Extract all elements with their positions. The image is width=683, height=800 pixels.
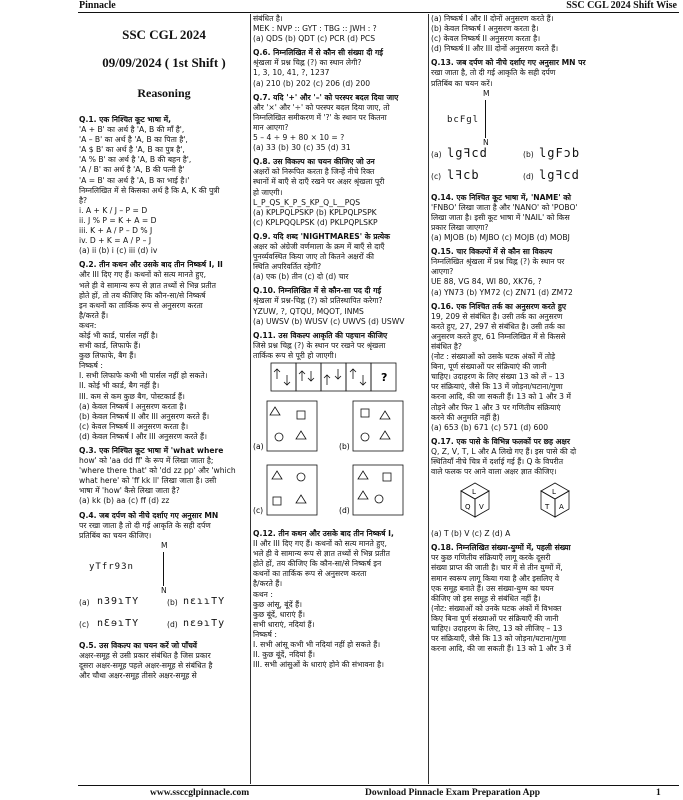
question-text-line: निम्नलिखित समीकरण में '?' के स्थान पर कितना <box>253 112 387 122</box>
question-text-line: I. सभी लिफाफे कभी भी पार्सल नहीं हो सकते। <box>79 371 208 381</box>
question-5 <box>79 641 249 681</box>
question-text-line: अक्षर-समूह से उसी प्रकार संबंधित है जिस प्रकार <box>79 650 211 660</box>
question-text-line: प्रतिबिंब का चयन करें। <box>431 78 493 88</box>
question-text-line: स्थितियाँ नीचे चित्र में दर्शाई गई हैं। Q के विपरीत <box>431 457 564 466</box>
question-text-line: होते हों, तो तय कीजिए कि कौन-सा/से निष्कर्ष <box>79 290 206 300</box>
q13-mirror-label-m: M <box>483 88 490 98</box>
question-2 <box>79 260 249 442</box>
question-text-line: 'A = B' का अर्थ है 'A, B का भाई है।' <box>79 175 190 185</box>
answer-option-line[interactable]: (a) निष्कर्ष I और II दोनों अनुसरण करते हैं। <box>431 14 554 23</box>
question-text-line: Q.8. उस विकल्प का चयन कीजिए जो उन <box>253 157 375 167</box>
q11-option-b-triangle-icon <box>380 411 390 419</box>
column-2 <box>250 14 426 784</box>
question-text-line: Q.16. एक निश्चित तर्क का अनुसरण करते हुए <box>431 301 567 311</box>
q11-option-c-triangle-icon <box>272 471 282 479</box>
question-text-line: कथन: <box>79 320 97 330</box>
header-series: SSC CGL 2024 Shift Wise <box>566 0 677 11</box>
column-3 <box>428 14 682 784</box>
question-text-line: 19, 209 से संबंधित है। उसी तर्क का अनुसरण <box>431 311 563 321</box>
q11-option-c-circle-icon <box>297 473 305 481</box>
question-text-line: संबंधित है? <box>431 341 462 351</box>
mirror-line <box>163 552 164 586</box>
q11-series-box-1 <box>271 363 296 391</box>
question-text-line: कथन : <box>253 589 273 599</box>
question-text-line: UE 88, VG 84, WI 80, XK76, ? <box>431 277 542 287</box>
q4-option-c-label: (c) <box>79 619 90 629</box>
section-heading: Reasoning <box>137 86 191 100</box>
q4-mirror-figure <box>79 541 249 597</box>
question-text-line: Q.14. एक निश्चित कूट भाषा में, 'NAME' को <box>431 192 572 202</box>
question-text-line: भले ही वे सामान्य रूप से ज्ञात तथ्यों से भिन्न प्रतीत <box>79 280 216 290</box>
answer-option-line[interactable]: (a) UWSV (b) WUSV (c) UWVS (d) USWV <box>253 316 405 326</box>
question-text-line: I. सभी आंसू कभी भी नदियां नहीं हो सकते हैं। <box>253 640 381 650</box>
exam-title: SSC CGL 2024 <box>122 27 206 42</box>
q17-options[interactable]: (a) T (b) V (c) Z (d) A <box>431 529 511 539</box>
q11-option-a-label: (a) <box>253 442 264 451</box>
question-text-line: 'where there that' को 'dd zz pp' और 'which <box>79 466 236 476</box>
question-text-line: Q.18. निम्नलिखित संख्या-युग्मों में, पहली संख्या <box>431 543 571 553</box>
question-text-line: और चौथा अक्षर-समूह तीसरे अक्षर-समूह से <box>79 671 197 681</box>
question-14 <box>431 193 682 243</box>
question-text-line: निष्कर्ष : <box>253 629 277 639</box>
question-text-line: श्रृंखला में प्रश्न चिह्न (?) का स्थान लेगी? <box>253 58 362 68</box>
q13-mirror-text: bcFgl <box>447 114 480 125</box>
question-text-line: Q.17. एक पासे के विभिन्न फलकों पर छह अक्षर <box>431 436 570 446</box>
question-text-line: तोड़ने और फिर 1 और 3 पर गणितीय संक्रियाएं <box>431 402 561 412</box>
question-text-line: Q.4. जब दर्पण को नीचे दर्शाए गए अनुसार MN <box>79 510 219 520</box>
column-1 <box>79 14 249 784</box>
question-text-line: 'A / B' का अर्थ है 'A, B की पत्नी है' <box>79 165 185 175</box>
question-text-line: पर संक्रियाएँ, जैसे कि 13 को जोड़ना/घटाना/गुणा <box>431 634 567 644</box>
question-8 <box>253 157 426 228</box>
question-15 <box>431 247 682 297</box>
question-text-line: इन कथनों का तार्किक रूप से अनुसरण करता <box>79 300 203 310</box>
answer-option-line[interactable]: (a) एक (b) तीन (c) दो (d) चार <box>253 272 349 282</box>
q11-option-c-square-icon <box>273 497 281 505</box>
question-text-line: वाले फलक पर आने वाला अक्षर ज्ञात कीजिए। <box>431 467 557 477</box>
question-12-options <box>431 14 682 54</box>
mirror-text: yTfr93n <box>89 561 134 572</box>
question-1 <box>79 115 249 256</box>
question-text-line: Q.1. एक निश्चित कूट भाषा में, <box>79 115 172 124</box>
page-header <box>0 0 683 12</box>
q11-option-a-triangle2-icon <box>296 431 306 439</box>
question-7 <box>253 93 426 154</box>
q11-series-box-2 <box>296 363 321 391</box>
question-4 <box>79 511 249 541</box>
answer-option-line[interactable]: (a) केवल निष्कर्ष I अनुसरण करता है। <box>79 401 187 411</box>
question-text-line: प्रकार लिखा जाएगा? <box>431 222 489 232</box>
question-text-line: II. कोई भी कार्ड, बैग नहीं है। <box>79 381 160 391</box>
q17-cube1-left: Q <box>465 503 471 512</box>
question-17 <box>431 437 682 477</box>
question-text-line: सभी धाराएं, नदियां हैं। <box>253 619 315 629</box>
question-text-line: स्थिति अपरिवर्तित रहेगी? <box>253 262 322 272</box>
q11-figure <box>253 361 426 529</box>
q17-cube1-top: L <box>472 488 476 497</box>
q11-arrows-3 <box>324 369 341 385</box>
question-text-line: संबंधित है। <box>253 14 283 23</box>
question-text-line: III. कम से कम कुछ बैग, पोस्टकार्ड हैं। <box>79 391 185 401</box>
question-text-line: III. सभी आंसुओं के धाराएं होने की संभावना है। <box>253 660 385 670</box>
question-text-line: भाषा में 'how' कैसे लिखा जाता है? <box>79 486 180 496</box>
mirror-label-n: N <box>161 585 167 595</box>
question-text-line: आएगा? <box>431 267 454 277</box>
question-18 <box>431 543 682 654</box>
footer-app-promo: Download Pinnacle Exam Preparation App <box>365 788 541 798</box>
question-text-line: और III दिए गए हैं। कथनों को सत्य मानते हुए, <box>79 270 206 280</box>
question-text-line: करना आदि, की जा सकती हैं। 13 को 1 और 3 में <box>431 392 571 402</box>
q11-option-c-box[interactable] <box>267 465 317 515</box>
q11-arrows-1 <box>274 369 290 385</box>
q13-option-a-label: (a) <box>431 149 442 159</box>
header-brand: Pinnacle <box>79 0 116 11</box>
question-text-line: what here' को 'ff kk ll' लिखा जाता है। उसी <box>79 476 217 486</box>
q13-option-c[interactable]: lꟻcb <box>447 167 480 182</box>
question-text-line: Q.10. निम्नलिखित में से कौन-सा पद दी गई <box>253 286 382 296</box>
q11-problem-series <box>271 363 396 391</box>
q4-options-row-1 <box>79 597 249 619</box>
question-text-line: लिखा जाता है। इसी कूट भाषा में 'NAIL' को किस <box>431 212 570 222</box>
question-text-line: चाहिए। उदाहरण के लिए, 13 को लीजिए – 13 <box>431 624 563 634</box>
question-text-line: कथनों का तार्किक रूप से अनुसरण करता <box>253 569 367 579</box>
question-text-line: और '×' और '÷' को परस्पर बदल दिया जाए, तो <box>253 102 390 112</box>
answer-option-line[interactable]: (d) निष्कर्ष II और III दोनों अनुसरण करते हैं। <box>431 44 559 54</box>
question-text-line: 5 – 4 ÷ 9 + 80 × 10 = ? <box>253 133 345 143</box>
question-text-line: है/करते हैं। <box>79 310 109 320</box>
question-text-line: 'FNBO' लिखा जाता है और 'NANO' को 'POBO' <box>431 202 578 212</box>
question-text-line: iv. D + K = A / P – J <box>79 236 152 246</box>
question-text-line: है/करते हैं। <box>253 579 283 589</box>
exam-date-shift: 09/09/2024 ( 1st Shift ) <box>102 55 226 70</box>
question-text-line: MEK : NVP :: GYT : TBG :: JWH : ? <box>253 24 377 34</box>
q4-option-b-label: (b) <box>167 597 178 607</box>
q11-option-d-label: (d) <box>339 506 350 515</box>
question-9 <box>253 232 426 282</box>
q13-option-d[interactable]: lgꟻcd <box>539 167 580 182</box>
q4-option-a-label: (a) <box>79 597 90 607</box>
question-text-line: Q.7. यदि '+' और '–' को परस्पर बदल दिया जाए <box>253 92 399 102</box>
question-6 <box>253 48 426 88</box>
question-text-line: 1, 3, 10, 41, ?, 1237 <box>253 68 330 78</box>
q11-option-d-triangle-icon <box>358 471 368 479</box>
q13-option-b-label: (b) <box>523 149 534 159</box>
q11-option-d-square-icon <box>383 473 391 481</box>
question-text-line: कुछ आंसू, बूंदें हैं। <box>253 599 302 609</box>
question-text-line: करना आदि, की जा सकती हैं। 13 को 1 और 3 में <box>431 644 571 654</box>
q11-option-d-box[interactable] <box>353 465 403 515</box>
question-text-line: Q.13. जब दर्पण को नीचे दर्शाए गए अनुसार MN पर <box>431 58 586 68</box>
question-text-line: अक्षरों को निरूपित करता है जिन्हें नीचे रिक्त <box>253 167 375 177</box>
q13-option-d-label: (d) <box>523 171 534 181</box>
question-11 <box>253 331 426 361</box>
question-text-line: निष्कर्ष : <box>79 361 103 371</box>
q11-option-c-label: (c) <box>253 506 264 515</box>
q13-options-row-2 <box>431 167 682 193</box>
answer-option-line[interactable]: (b) केवल निष्कर्ष I अनुसरण करता है। <box>431 24 539 34</box>
answer-option-line[interactable]: (a) KPLPQLPSKP (b) KPLPQLPSPK <box>253 207 377 217</box>
question-text-line: बिना, पूर्ण संख्याओं पर संक्रियाएं की जानी <box>431 362 547 372</box>
question-text-line: दूसरा अक्षर-समूह पहले अक्षर-समूह से संबंधित है <box>79 661 213 671</box>
question-text-line: पुनर्व्यवस्थित किया जाए तो कितने अक्षरों की <box>253 252 374 262</box>
question-text-line: निम्नलिखित श्रृंखला में प्रश्न चिह्न (?) के स्थान पर <box>431 257 565 267</box>
q17-cube2-left: T <box>545 503 550 512</box>
q13-option-b[interactable]: lgFɔb <box>539 145 581 160</box>
question-text-line: iii. K + A / P – D % J <box>79 226 153 236</box>
question-text-line: L_P_QS_K_P_S_KP_Q_L__PQS <box>253 197 361 207</box>
q11-arrows-4 <box>350 369 366 385</box>
question-12 <box>253 529 426 670</box>
q4-option-c[interactable]: nƐɘɿTY <box>97 617 140 629</box>
question-text-line: अनुसरण करते हुए, 61 निम्नलिखित में से किससे <box>431 331 566 341</box>
question-text-line: चाहिए। उदाहरण के लिए संख्या 13 को लें – 13 <box>431 372 565 382</box>
page-number: 1 <box>656 788 661 798</box>
answer-option-line[interactable]: (b) केवल निष्कर्ष II और III अनुसरण करते हैं। <box>79 411 210 421</box>
question-text-line: एक समूह बनाते हैं। उस संख्या-युग्म का चयन <box>431 583 554 593</box>
question-text-line: पर कुछ गणितीय संक्रियाएँ लागू करके दूसरी <box>431 553 551 563</box>
question-text-line: मान आएगा? <box>253 122 289 132</box>
q4-option-b[interactable]: nɛɿɿTY <box>183 595 226 607</box>
page-footer <box>0 786 683 800</box>
question-text-line: स्थानों में बाएँ से दाएँ रखने पर अक्षर श्रृंखला पूरी <box>253 177 385 187</box>
q11-option-a-circle-icon <box>275 433 283 441</box>
q17-dice-figure <box>431 477 682 529</box>
q11-arrows-2 <box>299 371 314 381</box>
question-text-line: होते हों, तय कीजिए कि कौन-सा/से निष्कर्ष इन <box>253 559 382 569</box>
question-text-line: भले ही वे सामान्य रूप से ज्ञात तथ्यों से भिन्न प्रतीत <box>253 549 390 559</box>
q11-figure-svg <box>253 361 425 529</box>
q17-dice-svg <box>431 477 671 529</box>
q11-question-mark: ? <box>381 371 388 384</box>
question-text-line: 'A $ B' का अर्थ है 'A, B का पुत्र है', <box>79 145 185 155</box>
q4-option-d-label: (d) <box>167 619 178 629</box>
header-divider <box>78 12 679 13</box>
answer-option-line[interactable]: (c) केवल निष्कर्ष II अनुसरण करता है। <box>431 34 541 44</box>
answer-option-line[interactable]: (a) QDS (b) QDT (c) PCR (d) PCS <box>253 34 376 44</box>
question-text-line: YZUW, ?, QTQU, MQOT, INMS <box>253 306 364 316</box>
question-text-line: Q.12. तीन कथन और उसके बाद तीन निष्कर्ष I, <box>253 529 394 538</box>
question-text-line: समान स्वरूप लागू किया गया है और इसलिए वे <box>431 573 560 583</box>
question-text-line: कीजिए जो इस समूह से संबंधित नहीं है। <box>431 593 541 603</box>
q17-cube2-top: L <box>552 488 556 497</box>
question-text-line: प्रतिबिंब का चयन कीजिए। <box>79 530 152 540</box>
question-text-line: करते हुए, 27, 297 से संबंधित है। उसी तर्क का <box>431 321 565 331</box>
question-text-line: Q, Z, V, T, L और A लिखे गए हैं। इस पासे की दो <box>431 446 577 456</box>
question-text-line: how' को 'aa dd ff' के रूप में लिखा जाता है; <box>79 456 214 466</box>
question-text-line: 'A % B' का अर्थ है 'A, B की बहन है', <box>79 155 192 165</box>
question-text-line: II. कुछ बूंदें, नदियां हैं। <box>253 650 315 660</box>
question-text-line: अक्षर को अंग्रेजी वर्णमाला के क्रम में बाएँ से दाएँ <box>253 241 385 251</box>
answer-option-line[interactable]: (c) KPLPQQLPSK (d) PKLPQPLSKP <box>253 217 378 227</box>
q11-option-b-square-icon <box>361 409 369 417</box>
answer-option-line[interactable]: (a) kk (b) aa (c) ff (d) zz <box>79 496 170 506</box>
q11-option-b-label: (b) <box>339 442 350 451</box>
q13-option-a[interactable]: lgꟻcd <box>447 145 488 160</box>
question-text-line: पर रखा जाता है तो दी गई आकृति के सही दर्पण <box>79 520 211 530</box>
question-text-line: II और III दिए गए हैं। कथनों को सत्य मानते हुए, <box>253 539 387 549</box>
answer-option-line[interactable]: (d) केवल निष्कर्ष I और III अनुसरण करते हैं। <box>79 431 207 441</box>
question-text-line: किए बिना पूर्ण संख्याओं पर संक्रियाएँ की जानी <box>431 613 559 623</box>
q13-mirror-figure <box>431 89 682 149</box>
q17-cube2-right: A <box>559 503 564 512</box>
q13-mirror-line <box>485 100 486 138</box>
question-text-line: रखा जाता है, तो दी गई आकृति के सही दर्पण <box>431 68 556 78</box>
q11-option-d-circle-icon <box>375 495 383 503</box>
question-text-line: Q.3. एक निश्चित कूट भाषा में 'what where <box>79 446 224 455</box>
question-text-line: सभी कार्ड, लिफाफे हैं। <box>79 341 141 351</box>
q13-mirror-label-n: N <box>483 137 489 147</box>
answer-option-line[interactable]: (a) 653 (b) 671 (c) 571 (d) 600 <box>431 422 549 432</box>
question-text-line: Q.5. उस विकल्प का चयन करें जो पाँचवें <box>79 640 198 650</box>
footer-website-link[interactable]: www.ssccglpinnacle.com <box>150 788 250 798</box>
q11-option-d-triangle2-icon <box>358 491 368 499</box>
question-text-line: ii. J % P = K + A = D <box>79 215 157 225</box>
question-text-line: कोई भी कार्ड, पार्सल नहीं है। <box>79 330 158 340</box>
q11-option-b-box[interactable] <box>353 401 403 451</box>
question-10 <box>253 286 426 326</box>
mirror-label-m: M <box>161 540 168 550</box>
question-text-line: पर संक्रियाएं, जैसे कि 13 में जोड़ना/घटाना/गुणा <box>431 382 563 392</box>
question-text-line: कुछ लिफाफे, बैग हैं। <box>79 351 137 361</box>
q4-option-a[interactable]: n39ɿTY <box>97 595 140 607</box>
question-text-line: (नोट: संख्याओं को उनके घटक अंकों में विभक्त <box>431 603 562 613</box>
answer-option-line[interactable]: (a) ii (b) i (c) iii (d) iv <box>79 246 158 256</box>
question-text-line: Q.11. उस विकल्प आकृति की पहचान कीजिए <box>253 330 388 340</box>
question-13 <box>431 58 682 88</box>
question-text-line: तार्किक रूप से पूरी हो जाएगी। <box>253 350 337 360</box>
question-text-line: Q.6. निम्नलिखित में से कौन सी संख्या दी गई <box>253 48 383 58</box>
question-text-line: श्रृंखला में प्रश्न-चिह्न (?) को प्रतिस्थापित करेगा? <box>253 296 383 306</box>
answer-option-line[interactable]: (a) YN73 (b) YM72 (c) ZN71 (d) ZM72 <box>431 287 573 297</box>
question-text-line: है? <box>79 195 88 205</box>
q17-cube1-right: V <box>479 503 484 512</box>
question-16 <box>431 302 682 433</box>
q4-option-d[interactable]: nɛɘɿTy <box>183 617 226 629</box>
q13-option-c-label: (c) <box>431 171 442 181</box>
question-text-line: करने की अनुमति नहीं है) <box>431 412 500 422</box>
question-text-line: 'A – B' का अर्थ है 'A, B का पिता है', <box>79 135 188 145</box>
question-text-line: Q.2. तीन कथन और उसके बाद तीन निष्कर्ष I, II <box>79 260 223 270</box>
q11-series-box-4 <box>346 363 371 391</box>
answer-option-line[interactable]: (c) केवल निष्कर्ष II अनुसरण करता है। <box>79 421 189 431</box>
question-text-line: Q.15. चार विकल्पों में से कौन सा विकल्प <box>431 247 553 257</box>
q11-option-a-square-icon <box>297 411 305 419</box>
question-text-line: Q.9. यदि शब्द 'NIGHTMARES' के प्रत्येक <box>253 231 390 241</box>
q11-option-b-triangle2-icon <box>380 431 390 439</box>
question-text-line: (नोट : संख्याओं को उसके घटक अंकों में तोड़े <box>431 352 556 362</box>
question-3 <box>79 446 249 507</box>
question-text-line: हो जाएगी। <box>253 187 283 197</box>
question-text-line: i. A + K / J – P = D <box>79 205 148 215</box>
answer-option-line[interactable]: (a) 210 (b) 202 (c) 206 (d) 200 <box>253 78 371 88</box>
q4-options-row-2 <box>79 619 249 641</box>
question-text-line: कुछ बूंदें, धाराएं हैं। <box>253 609 305 619</box>
question-text-line: संख्या प्राप्त की जाती है। चार में से तीन युग्मों में, <box>431 563 563 573</box>
question-text-line: निम्नलिखित में से किसका अर्थ है कि A, K की पुत्री <box>79 185 220 195</box>
answer-option-line[interactable]: (a) 33 (b) 30 (c) 35 (d) 31 <box>253 143 351 153</box>
q11-option-a-triangle-icon <box>270 407 280 415</box>
question-text-line: 'A + B' का अर्थ है 'A, B की माँ है', <box>79 125 185 135</box>
q11-option-b-circle-icon <box>361 433 369 441</box>
q11-option-c-triangle2-icon <box>296 495 306 503</box>
question-text-line: जिसे प्रश्न चिह्न (?) के स्थान पर रखने पर श्रृंखला <box>253 340 386 350</box>
question-5-continued <box>253 14 426 44</box>
answer-option-line[interactable]: (a) MJOB (b) MJBO (c) MOJB (d) MOBJ <box>431 233 570 243</box>
